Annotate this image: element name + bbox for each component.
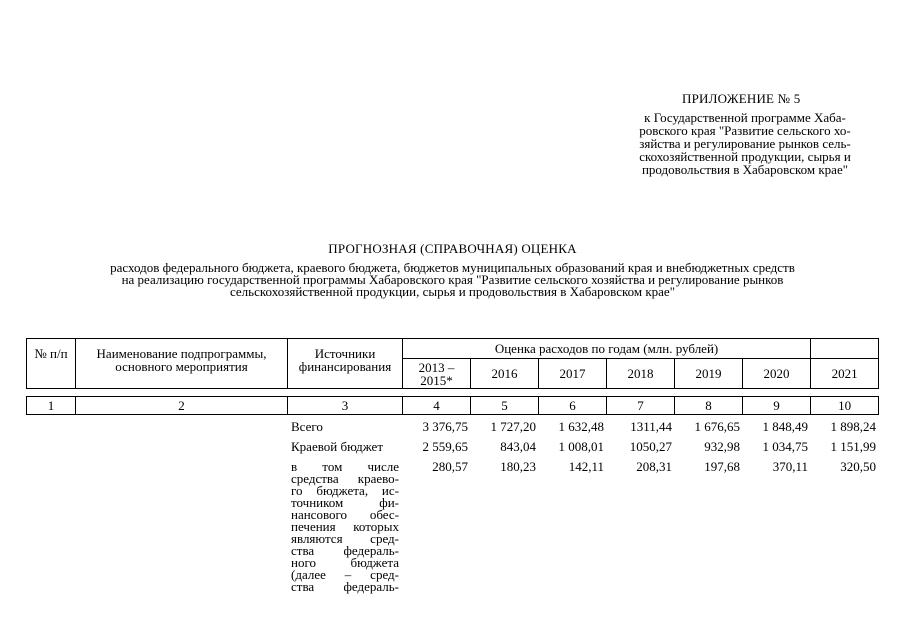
subtitle-line: сельскохозяйственной продукции, сырья и продовольствия в Хабаровском крае" [229,284,676,299]
source-line: средства краево- [291,471,399,486]
column-number: 7 [607,397,675,415]
column-number: 10 [811,397,879,415]
value-cell: 180,23 [500,459,536,474]
document-title: ПРОГНОЗНАЯ (СПРАВОЧНАЯ) ОЦЕНКА [328,241,577,256]
appendix-line: ровского края "Развитие сельского хо- [639,123,851,138]
source-cell: Всего [291,419,323,434]
source-line: ства федераль- [291,579,399,594]
value-cell: 932,98 [704,439,740,454]
value-cell: 843,04 [500,439,536,454]
year-header: 2017 [539,359,607,389]
header-spacer [27,389,879,397]
appendix-line: зяйства и регулирование рынков сель- [639,136,851,151]
value-cell: 1050,27 [629,439,672,454]
value-cell: 1 676,65 [694,419,740,434]
column-header-source: Источники финансирования [288,339,403,389]
column-number: 8 [675,397,743,415]
value-cell: 1 898,24 [830,419,876,434]
source-line: (далее – сред- [291,567,399,582]
source-line: ного бюджета [291,555,399,570]
column-number: 4 [403,397,471,415]
estimate-table-body [26,421,878,593]
value-cell: 142,11 [568,459,604,474]
column-number: 5 [471,397,539,415]
table-row [26,461,878,593]
year-header: 2019 [675,359,743,389]
value-cell: 370,11 [772,459,808,474]
appendix-line: продовольствия в Хабаровском крае" [641,162,849,177]
year-header: 2018 [607,359,675,389]
appendix-subtitle [620,111,870,176]
value-cell: 1 151,99 [830,439,876,454]
value-cell: 1 034,75 [762,439,808,454]
column-header-number: № п/п [27,339,76,389]
column-header-name: Наименование подпрограммы, основного мероприятия [76,339,288,389]
subtitle-line: расходов федерального бюджета, краевого бюджета, бюджетов муниципальных образований края и внебюджетных средств [110,260,795,275]
value-cell: 197,68 [704,459,740,474]
column-header-estimate-extra [811,339,879,359]
estimate-table-header [26,338,879,415]
column-header-estimate: Оценка расходов по годам (млн. рублей) [403,339,811,359]
source-line: печения которых [291,519,399,534]
source-line: в том числе [291,459,399,474]
appendix-line: к Государственной программе Хаба- [644,110,846,125]
source-cell [287,461,402,593]
document-subtitle [40,262,865,298]
appendix-line: скохозяйственной продукции, сырья и [639,149,851,164]
table-row [26,421,878,441]
source-line: го бюджета, ис- [291,483,399,498]
source-line: являются сред- [291,531,399,546]
value-cell: 280,57 [432,459,468,474]
year-header: 2013 – 2015* [403,359,471,389]
value-cell: 2 559,65 [422,439,468,454]
column-number: 1 [27,397,76,415]
year-header: 2020 [743,359,811,389]
subtitle-line: на реализацию государственной программы Хабаровского края "Развитие сельского хозяйства и регулирование рынков [121,272,784,287]
appendix-title: ПРИЛОЖЕНИЕ № 5 [682,91,801,106]
value-cell: 1 008,01 [558,439,604,454]
year-header: 2016 [471,359,539,389]
source-line: нансового обес- [291,507,399,522]
value-cell: 1311,44 [630,419,672,434]
source-cell: Краевой бюджет [291,439,384,454]
value-cell: 1 727,20 [490,419,536,434]
table-row [26,441,878,461]
value-cell: 1 632,48 [558,419,604,434]
column-number: 9 [743,397,811,415]
column-number: 3 [288,397,403,415]
source-line: ства федераль- [291,543,399,558]
column-number: 2 [76,397,288,415]
value-cell: 1 848,49 [762,419,808,434]
column-number: 6 [539,397,607,415]
value-cell: 208,31 [636,459,672,474]
value-cell: 320,50 [840,459,876,474]
year-header: 2021 [811,359,879,389]
value-cell: 3 376,75 [422,419,468,434]
source-line: точником фи- [291,495,399,510]
